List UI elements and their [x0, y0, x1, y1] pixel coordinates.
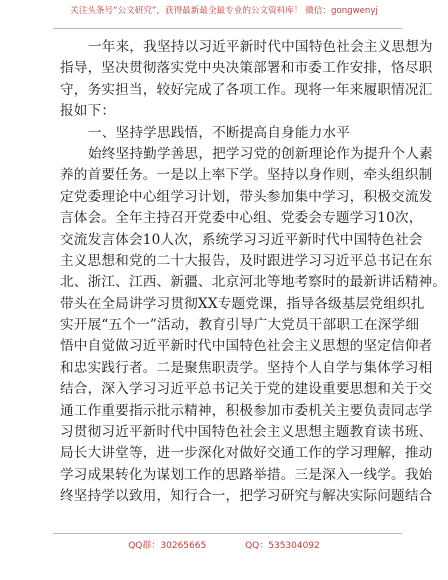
paragraph-line: 指导，坚决贯彻落实党中央决策部署和市委工作安排，恪尽职	[60, 60, 433, 77]
paragraph-line: 主义思想和党的二十大报告，及时跟进学习习近平总书记在东	[60, 252, 433, 269]
footer-divider	[53, 533, 402, 534]
qq-group-number: QQ群：30265665	[128, 541, 207, 551]
paragraph-line: 终坚持学以致用，知行合一，把学习研究与解决实际问题结合	[60, 488, 433, 505]
paragraph-line: 言体会。全年主持召开党委中心组、党委会专题学习10次，	[60, 210, 423, 227]
paragraph-line: 北、浙江、江西、新疆、北京河北等地考察时的最新讲话精神。	[60, 274, 447, 291]
paragraph-line: 通工作重要指示批示精神，积极参加市委机关主要负责同志学	[60, 402, 433, 419]
qq-number: QQ：535304092	[245, 541, 320, 551]
paragraph-line: 一年来，我坚持以习近平新时代中国特色社会主义思想为	[88, 39, 433, 55]
paragraph-line: 结合，深入学习习近平总书记关于党的建设重要思想和关于交	[60, 381, 433, 398]
paragraph-line: 悟中自觉做习近平新时代中国特色社会主义思想的坚定信仰者	[60, 338, 433, 355]
paragraph-line: 始终坚持勤学善思，把学习党的创新理论作为提升个人素	[88, 145, 433, 162]
paragraph-line: 学习成果转化为谋划工作的思路举措。三是深入一线学。我始	[60, 466, 433, 483]
paragraph-line: 习贯彻习近平新时代中国特色社会主义思想主题教育读书班、	[60, 424, 433, 441]
header-banner: 关注头条号“公文研究”，获得最新最全最专业的公文资料库！ 微信：gongwenyj	[70, 6, 378, 16]
paragraph-line: 实开展“五个一”活动，教育引导广大党员干部职工在深学细	[60, 317, 420, 334]
paragraph-line: 和忠实践行者。二是聚焦职责学。坚持个人自学与集体学习相	[60, 359, 433, 376]
footer-contact	[0, 540, 448, 552]
paragraph-line: 交流发言体会10人次，系统学习习近平新时代中国特色社会	[60, 231, 423, 248]
paragraph-line: 报如下：	[60, 103, 116, 120]
paragraph-line: 养的首要任务。一是以上率下学。坚持以身作则，牵头组织制	[60, 167, 433, 184]
paragraph-line: 守，务实担当，较好完成了各项工作。现将一年来履职情况汇	[60, 81, 433, 98]
header-divider	[53, 28, 402, 29]
paragraph-line: 定党委理论中心组学习计划，带头参加集中学习，积极交流发	[60, 188, 433, 205]
paragraph-line: 局长大讲堂等，进一步深化对做好交通工作的学习理解，推动	[60, 445, 433, 462]
section-heading: 一、坚持学思践悟，不断提高自身能力水平	[88, 124, 351, 141]
paragraph-line: 带头在全局讲学习贯彻XX专题党课，指导各级基层党组织扎	[60, 295, 425, 312]
document-body	[60, 37, 447, 508]
